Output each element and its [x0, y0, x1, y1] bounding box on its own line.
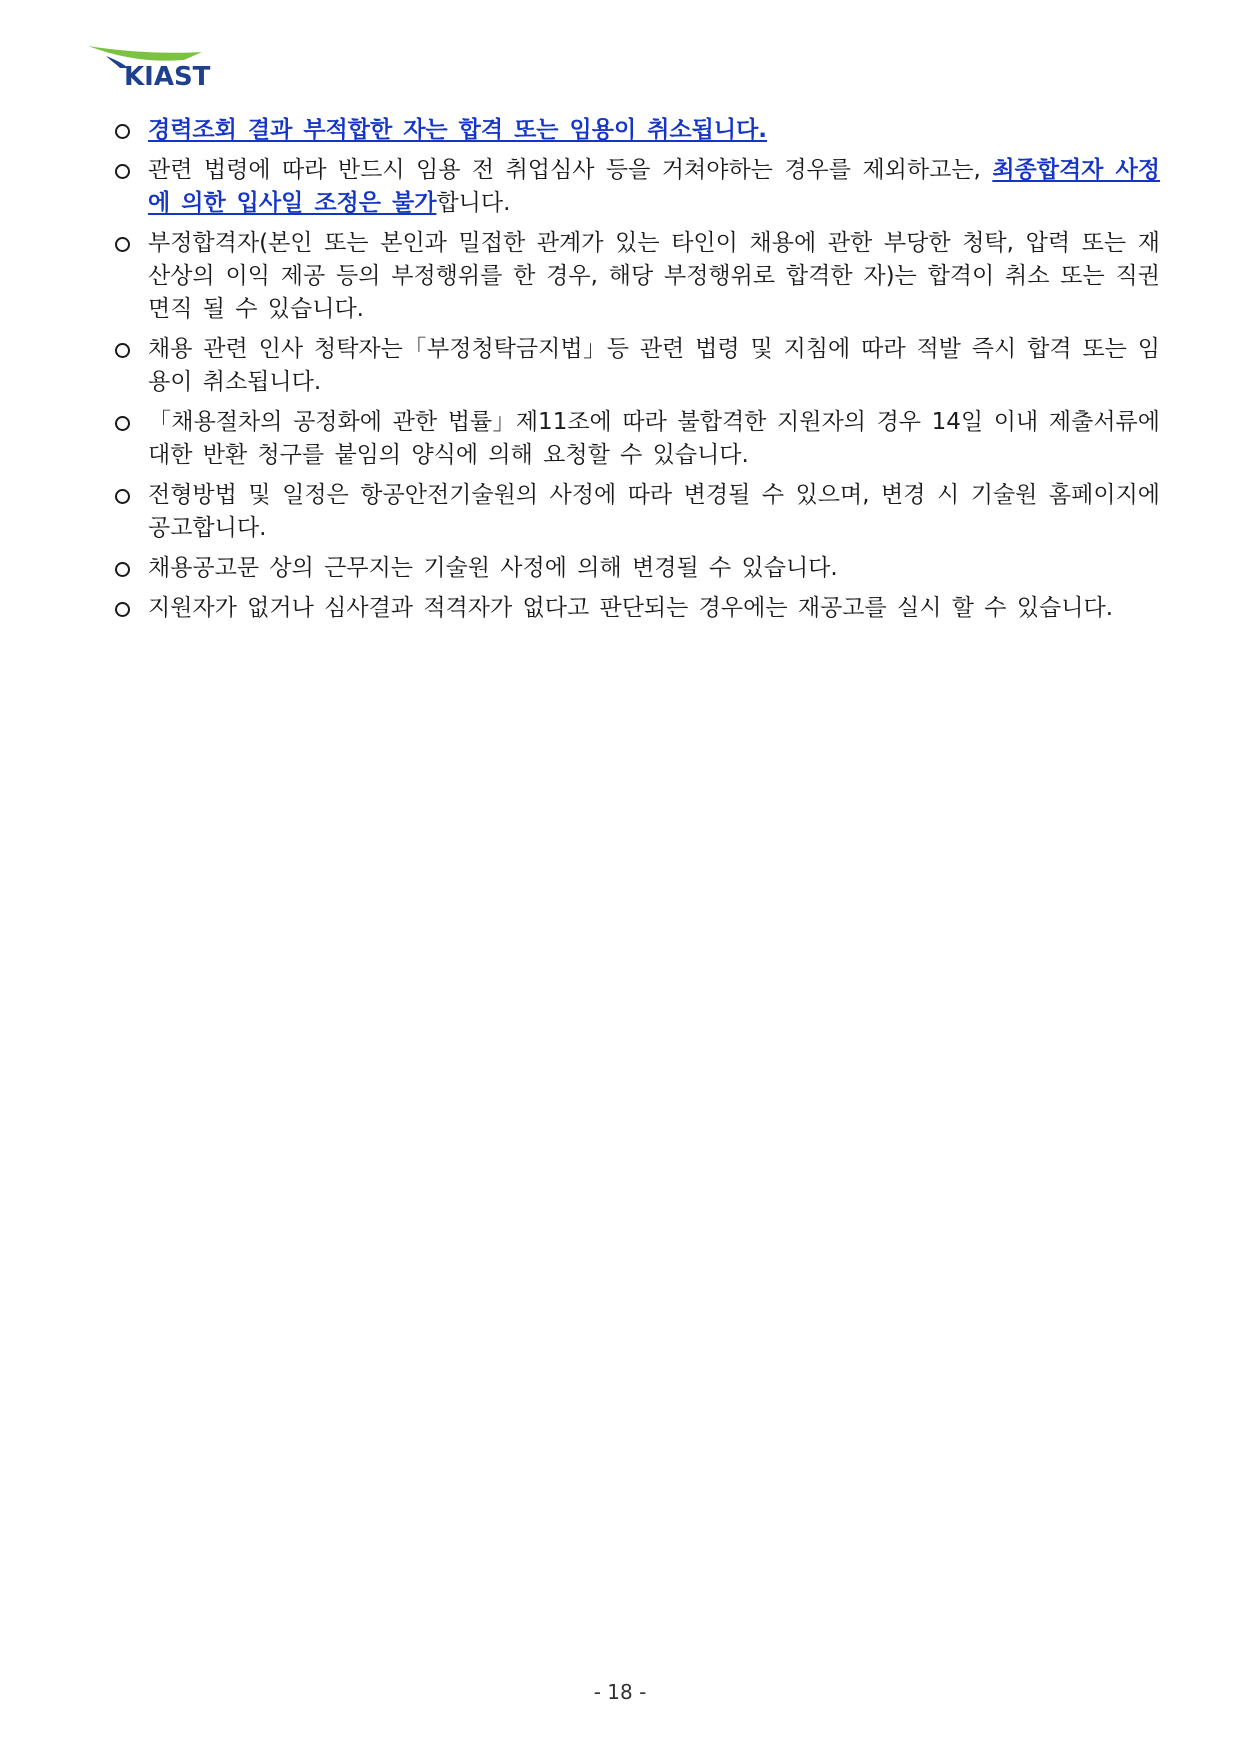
list-item [112, 406, 1160, 472]
item-text: 지원자가 없거나 심사결과 적격자가 없다고 판단되는 경우에는 재공고를 실시 할 수 있습니다. [148, 595, 1114, 621]
item-text: 합니다. [436, 190, 511, 216]
page-number: - 18 - [593, 1680, 647, 1704]
kiast-logo [86, 46, 216, 94]
circle-bullet-icon [115, 237, 130, 252]
list-item [112, 114, 1160, 147]
list-item [112, 227, 1160, 326]
highlighted-text: 경력조회 결과 부적합한 자는 합격 또는 임용이 취소됩니다. [148, 117, 768, 143]
item-text: 채용공고문 상의 근무지는 기술원 사정에 의해 변경될 수 있습니다. [148, 555, 838, 581]
circle-bullet-icon [115, 602, 130, 617]
circle-bullet-icon [115, 124, 130, 139]
item-text: 채용 관련 인사 청탁자는「부정청탁금지법」등 관련 법령 및 지침에 따라 적발 즉시 합격 또는 임용이 취소됩니다. [148, 336, 1160, 395]
item-text: 전형방법 및 일정은 항공안전기술원의 사정에 따라 변경될 수 있으며, 변경 시 기술원 홈페이지에 공고합니다. [148, 482, 1160, 541]
item-text: 관련 법령에 따라 반드시 임용 전 취업심사 등을 거쳐야하는 경우를 제외하고는, [148, 157, 993, 183]
list-item [112, 552, 1160, 585]
item-text: 「채용절차의 공정화에 관한 법률」제11조에 따라 불합격한 지원자의 경우 14일 이내 제출서류에 대한 반환 청구를 붙임의 양식에 의해 요청할 수 있습니다. [148, 409, 1160, 468]
list-item [112, 592, 1160, 625]
logo-text: KIAST [124, 62, 211, 92]
highlighted-text: 최종합격자 사정에 의한 입사일 조정은 불가 [148, 157, 1160, 216]
circle-bullet-icon [115, 164, 130, 179]
circle-bullet-icon [115, 416, 130, 431]
circle-bullet-icon [115, 489, 130, 504]
notice-list [112, 114, 1160, 632]
list-item [112, 154, 1160, 220]
item-text: 부정합격자(본인 또는 본인과 밀접한 관계가 있는 타인이 채용에 관한 부당한 청탁, 압력 또는 재산상의 이익 제공 등의 부정행위를 한 경우, 해당 부정행위로 합격한 자)는 합격이 취소 또는 직권면직 될 수 있습니다. [148, 230, 1160, 322]
circle-bullet-icon [115, 343, 130, 358]
circle-bullet-icon [115, 562, 130, 577]
list-item [112, 479, 1160, 545]
list-item [112, 333, 1160, 399]
